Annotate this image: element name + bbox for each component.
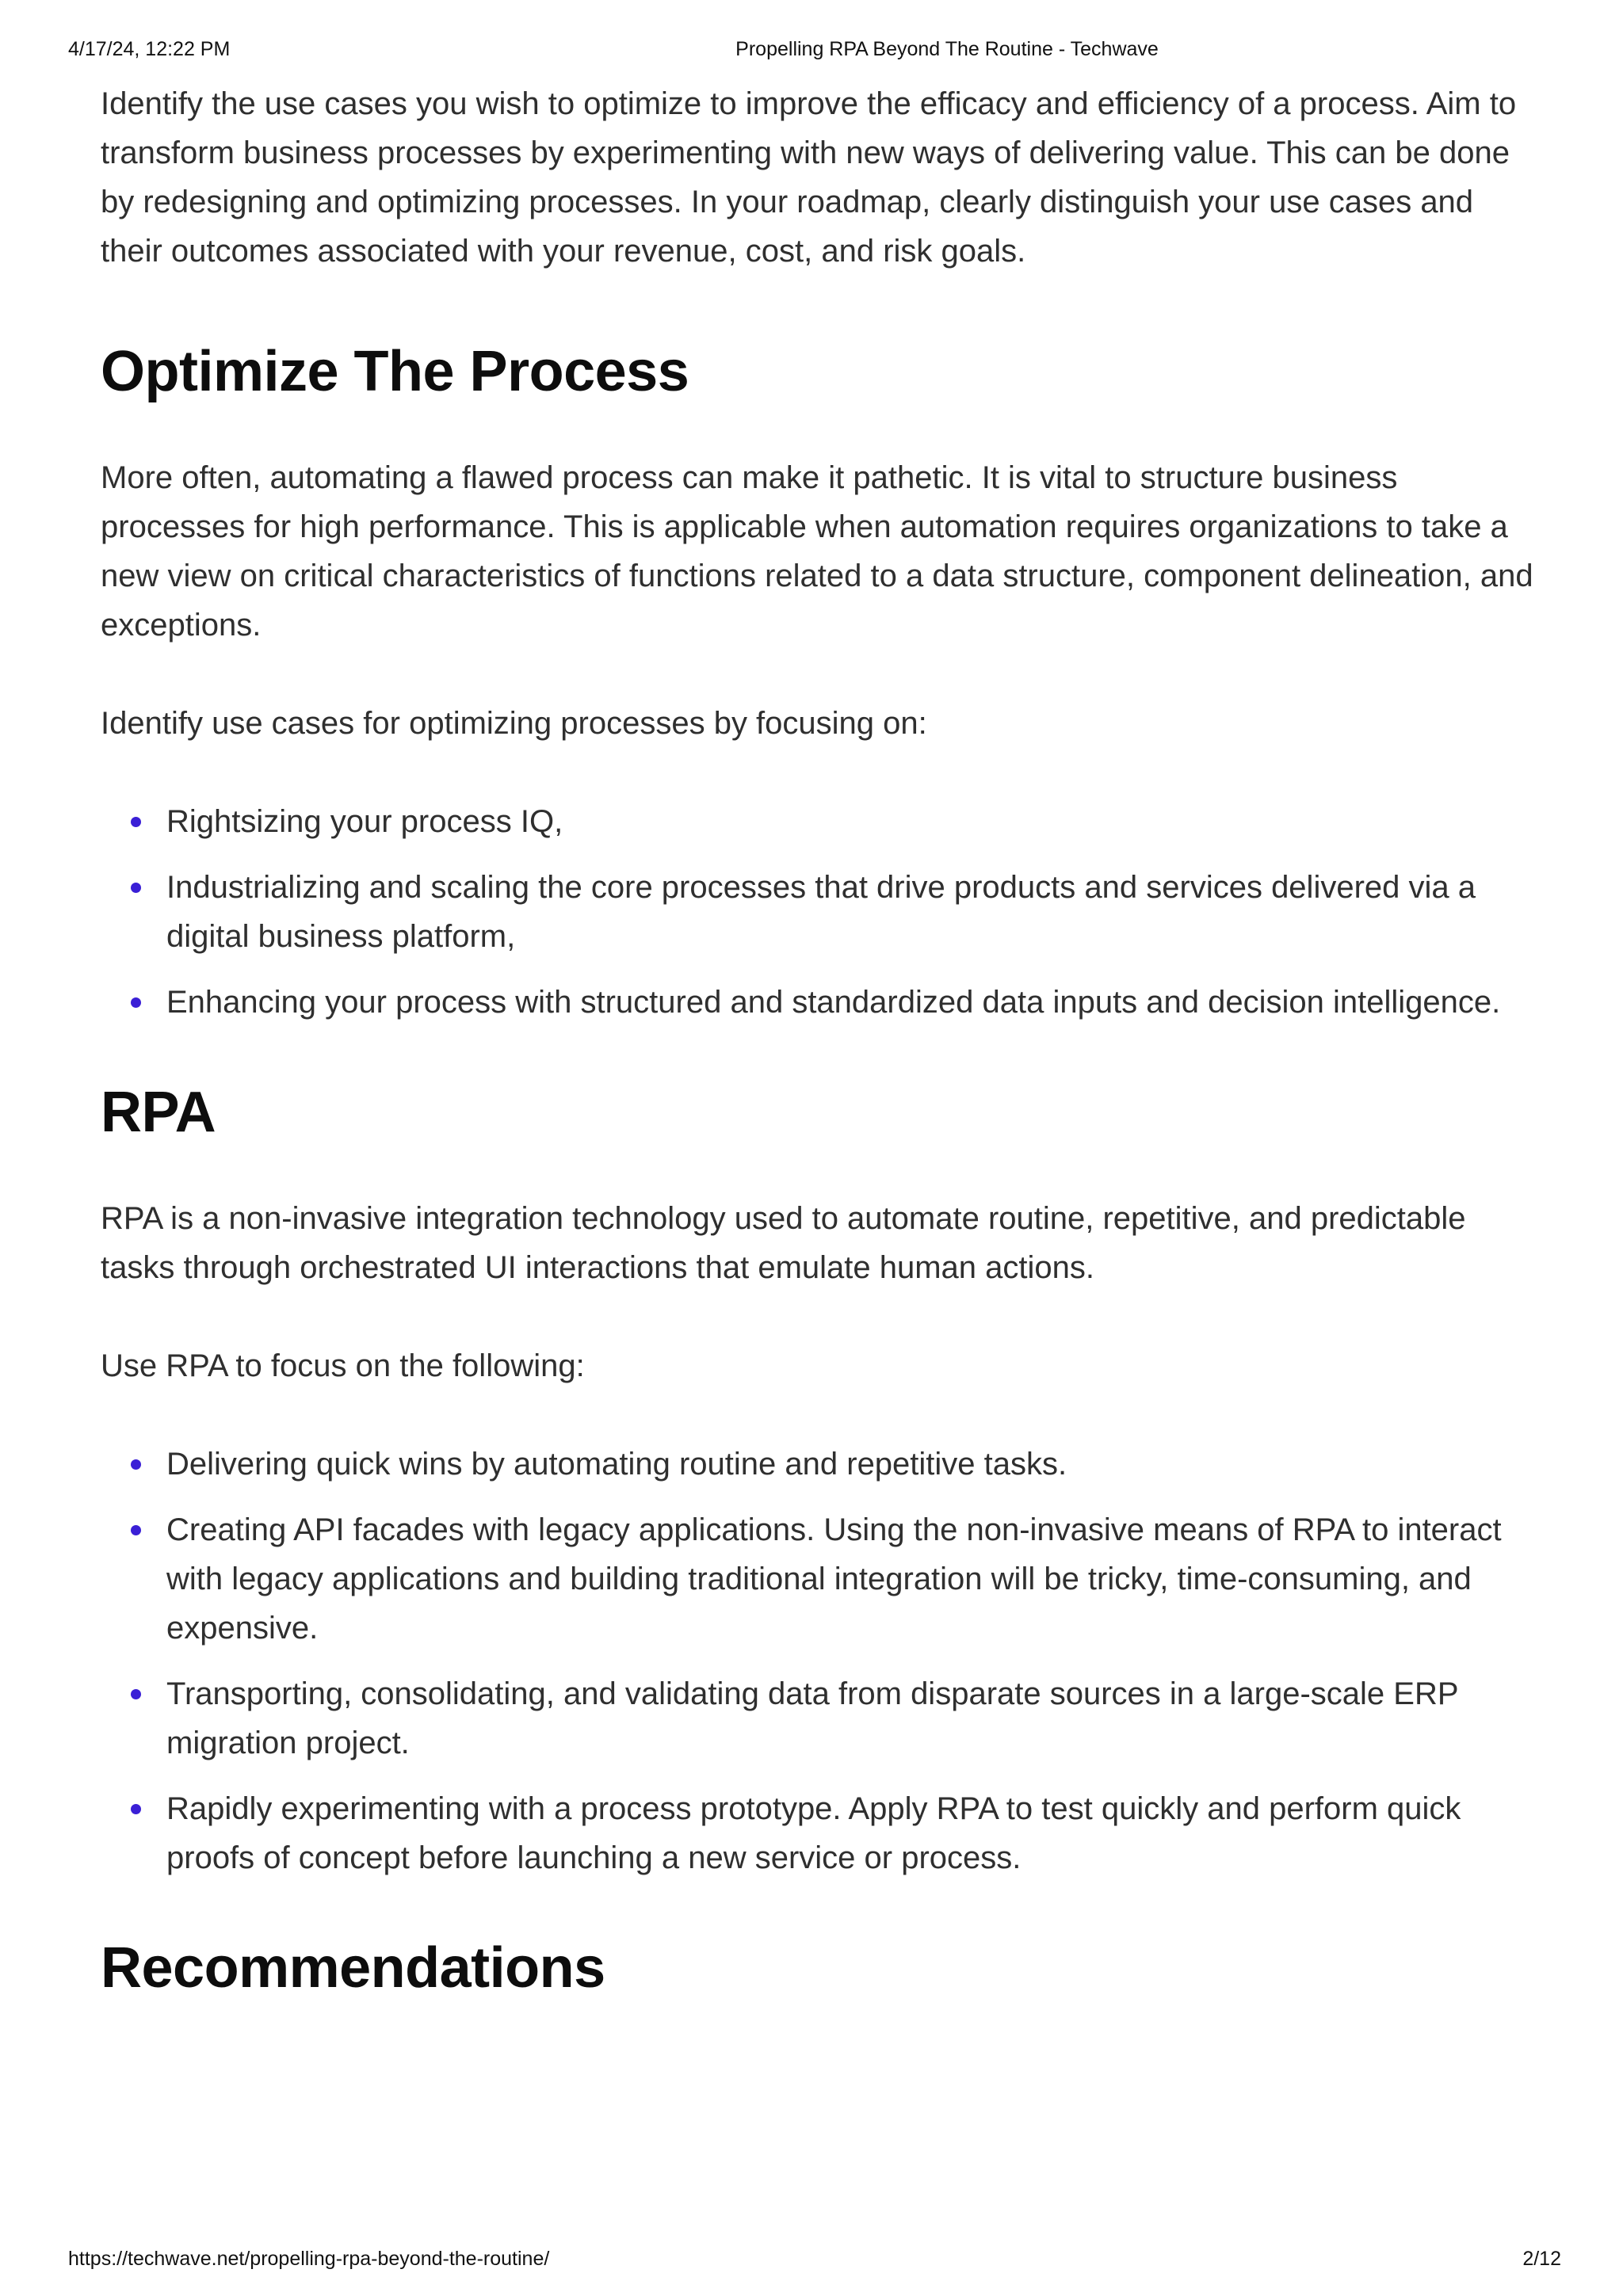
article-content: [101, 79, 1543, 2004]
list-item: Delivering quick wins by automating routine and repetitive tasks.: [101, 1440, 1543, 1489]
bullet-dot-icon: [131, 1804, 141, 1814]
list-item: Transporting, consolidating, and validating data from disparate sources in a large-scale ERP migration project.: [101, 1669, 1543, 1768]
page-number: 2/12: [1522, 2248, 1561, 2270]
rpa-lead: Use RPA to focus on the following:: [101, 1348, 585, 1383]
bullet-dot-icon: [131, 997, 141, 1008]
print-title: Propelling RPA Beyond The Routine - Techwave: [735, 38, 1159, 60]
intro-paragraph: Identify the use cases you wish to optimize to improve the efficacy and efficiency of a process. Aim to transform business processes by experimenting with new ways of delivering value. This can be done by redesigning and optimizing processes. In your roadmap, clearly distinguish your use cases and their outcomes associated with your revenue, cost, and risk goals.: [101, 86, 1517, 269]
list-item: Rightsizing your process IQ,: [101, 797, 1543, 846]
print-url: https://techwave.net/propelling-rpa-beyond-the-routine/: [68, 2248, 550, 2270]
optimize-bullet-list: [101, 797, 1543, 1027]
rpa-bullet-list: [101, 1440, 1543, 1882]
print-timestamp: 4/17/24, 12:22 PM: [68, 38, 231, 60]
bullet-dot-icon: [131, 1525, 141, 1535]
list-item: Industrializing and scaling the core processes that drive products and services delivered via a digital business platform,: [101, 863, 1543, 961]
list-item: Enhancing your process with structured and standardized data inputs and decision intelligence.: [101, 978, 1543, 1027]
bullet-dot-icon: [131, 1459, 141, 1470]
heading-rpa: RPA: [101, 1081, 216, 1144]
optimize-paragraph: More often, automating a flawed process can make it pathetic. It is vital to structure business processes for high performance. This is applicable when automation requires organizations to take a new view on critical characteristics of functions related to a data structure, component delineation, and exceptions.: [101, 460, 1533, 643]
optimize-lead: Identify use cases for optimizing processes by focusing on:: [101, 706, 927, 741]
list-item: Creating API facades with legacy applications. Using the non-invasive means of RPA to interact with legacy applications and building traditional integration will be tricky, time-consuming, and expensive.: [101, 1505, 1543, 1653]
bullet-dot-icon: [131, 883, 141, 893]
print-header: [0, 38, 1623, 67]
bullet-dot-icon: [131, 1689, 141, 1699]
heading-optimize-the-process: Optimize The Process: [101, 340, 689, 403]
heading-recommendations: Recommendations: [101, 1936, 605, 2000]
list-item: Rapidly experimenting with a process prototype. Apply RPA to test quickly and perform quick proofs of concept before launching a new service or process.: [101, 1784, 1543, 1882]
rpa-paragraph: RPA is a non-invasive integration technology used to automate routine, repetitive, and predictable tasks through orchestrated UI interactions that emulate human actions.: [101, 1201, 1466, 1285]
bullet-dot-icon: [131, 817, 141, 827]
